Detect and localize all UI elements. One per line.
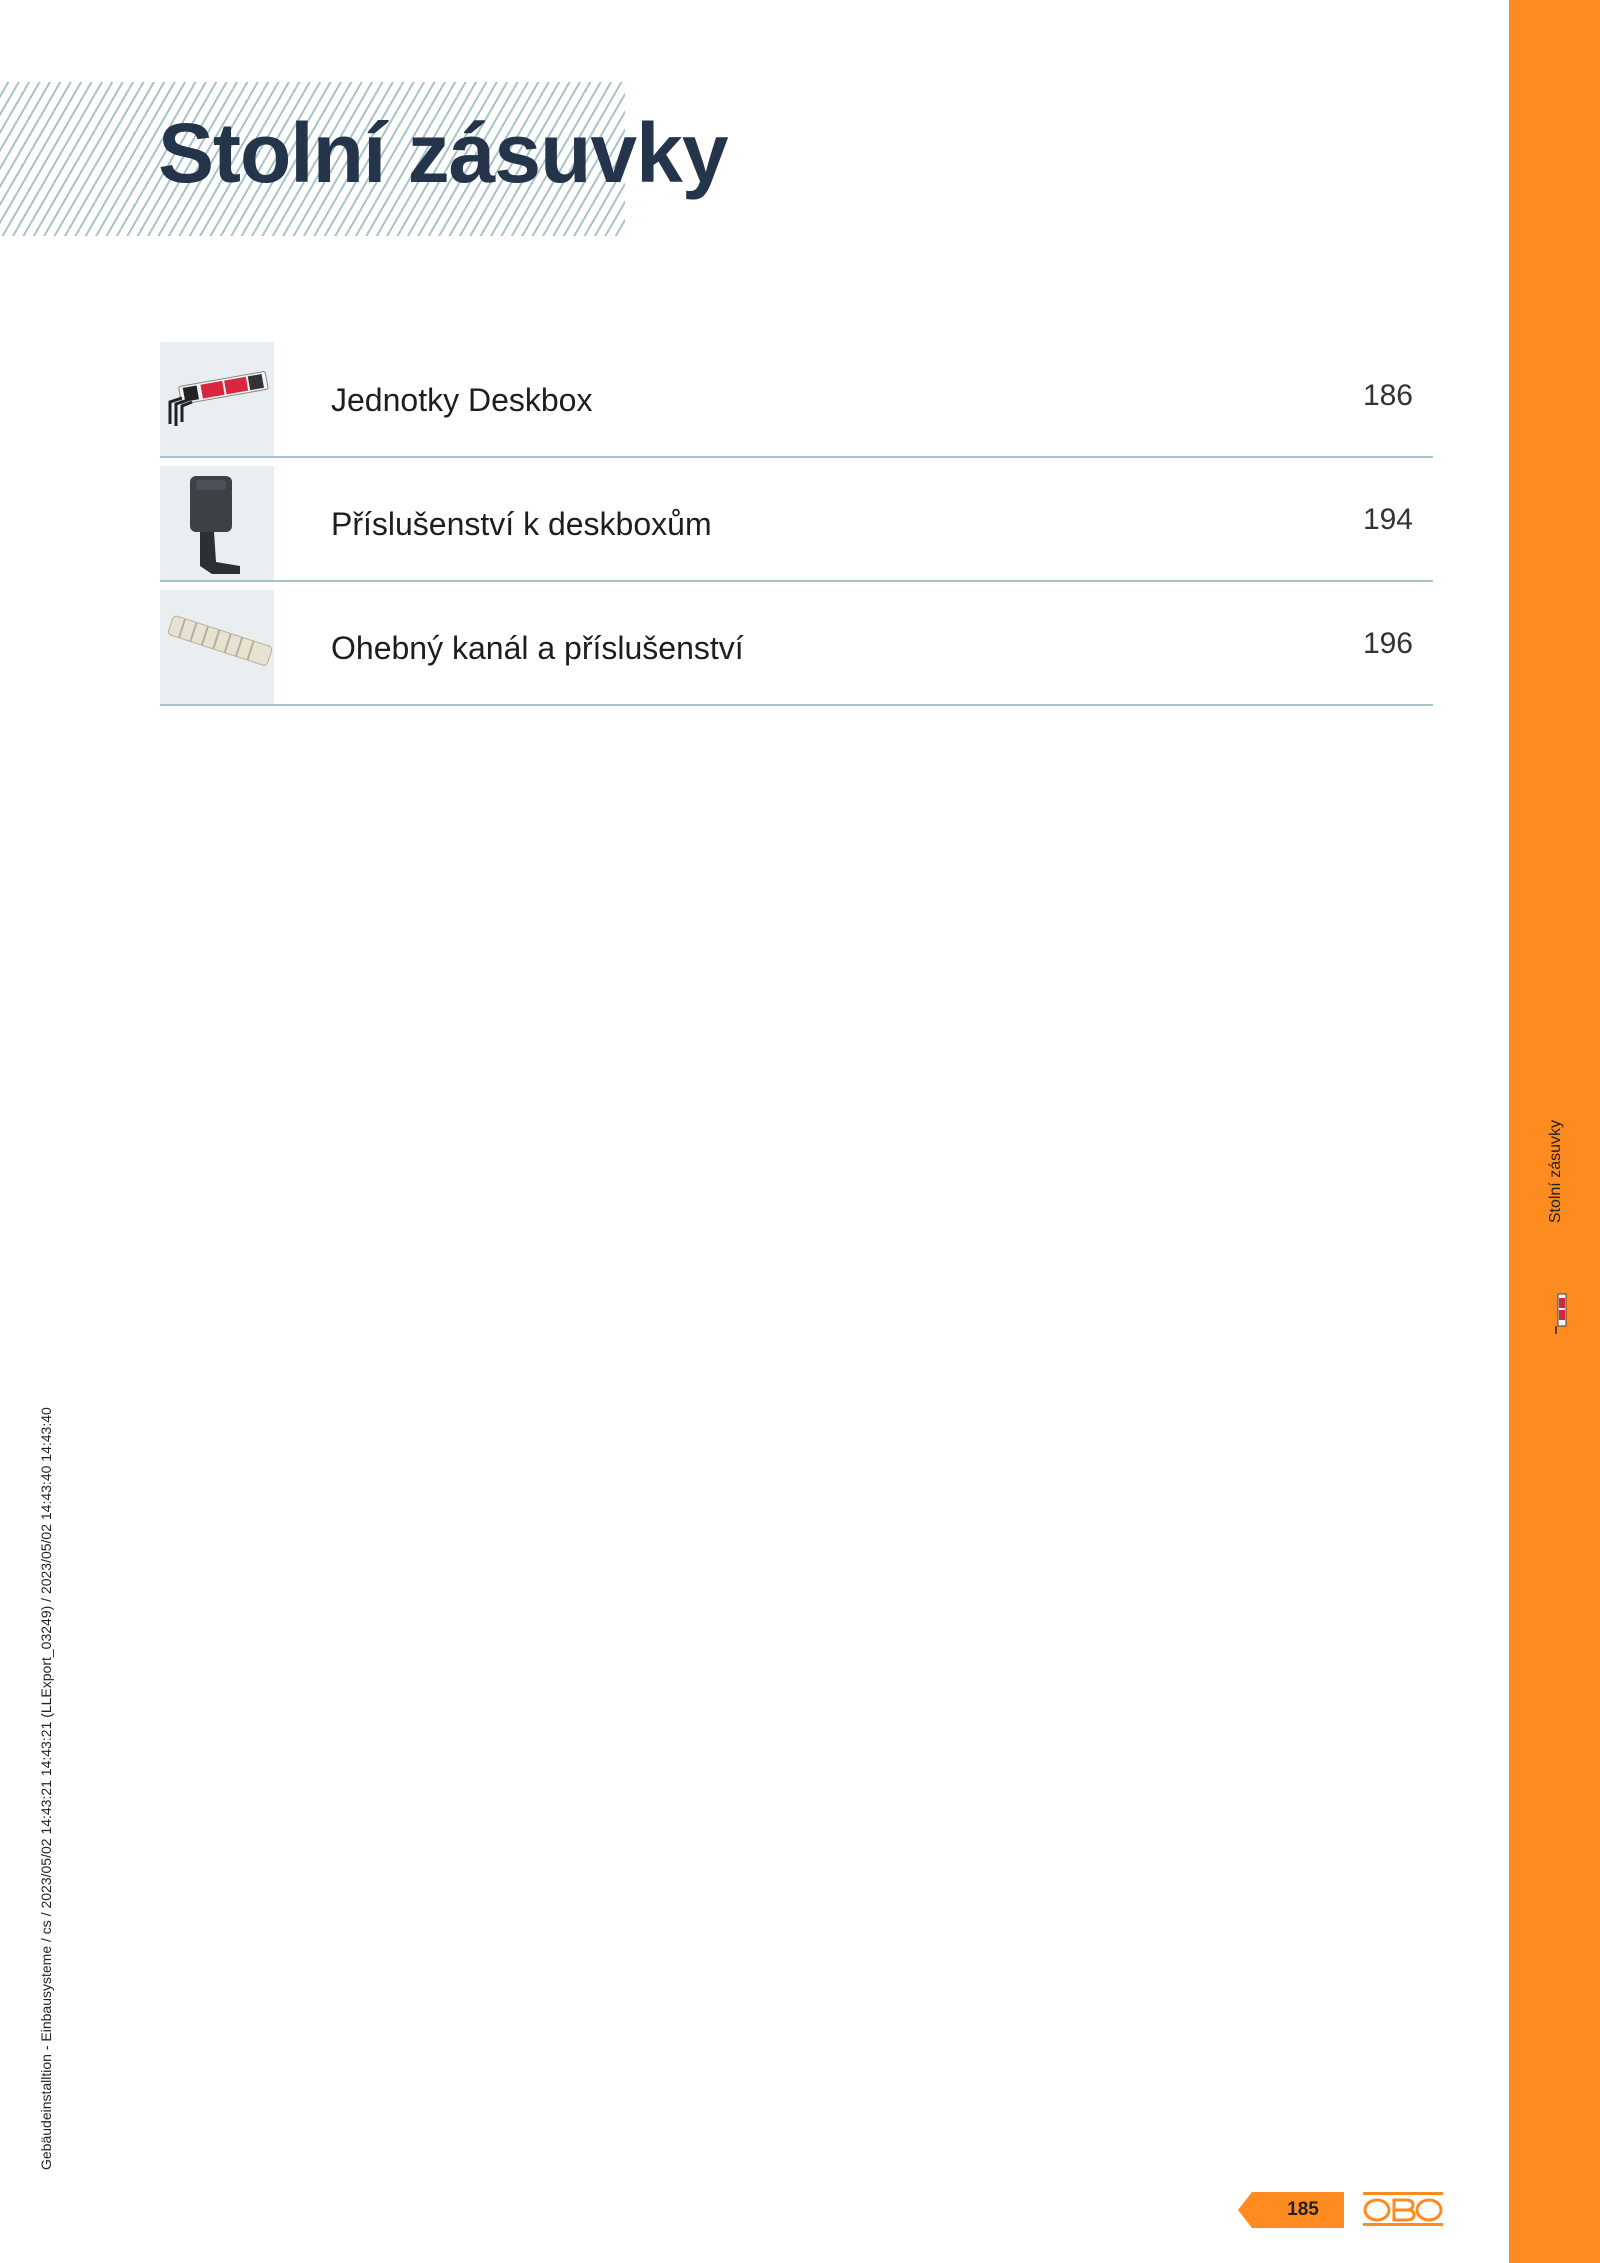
deskbox-unit-image (160, 342, 274, 456)
obo-logo (1362, 2190, 1444, 2228)
deskbox-icon (1555, 1292, 1569, 1334)
table-of-contents (160, 342, 1433, 714)
page-title: Stolní zásuvky (158, 106, 728, 200)
toc-label: Příslušenství k deskboxům (331, 506, 712, 542)
print-metadata: Gebäudeinstalltion - Einbausysteme / cs / 2023/05/02 14:43:21 14:43:21 (LLExport_03249) / 2023/05/02 14:43:40 14:43:40 (38, 1407, 54, 2170)
toc-row-accessories[interactable] (160, 466, 1433, 582)
toc-label: Jednotky Deskbox (331, 382, 593, 418)
toc-page-number: 194 (1362, 503, 1413, 536)
toc-page-number: 196 (1362, 627, 1413, 660)
page-number: 185 (1287, 2199, 1319, 2220)
flexible-channel-image (160, 590, 274, 704)
toc-page-number: 186 (1362, 379, 1413, 412)
deskbox-accessory-image (160, 466, 274, 580)
toc-row-deskbox[interactable] (160, 342, 1433, 458)
toc-row-flexible-channel[interactable] (160, 590, 1433, 706)
toc-label: Ohebný kanál a příslušenství (331, 630, 744, 666)
